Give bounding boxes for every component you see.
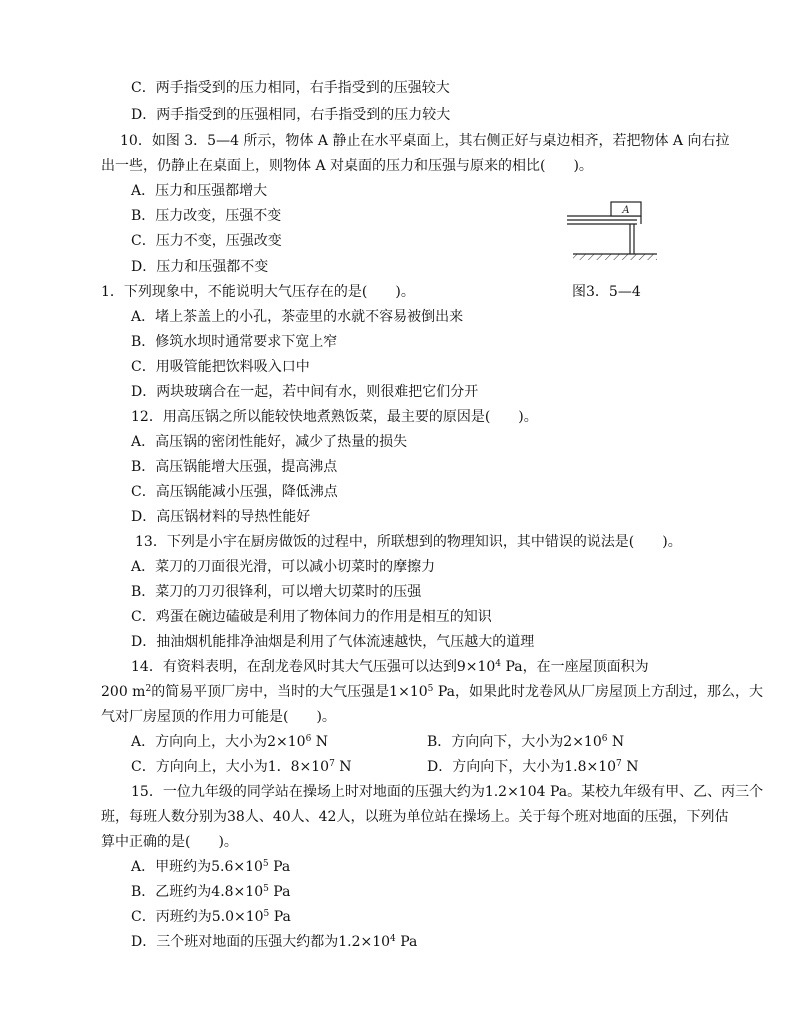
object-a-label: A	[622, 205, 630, 216]
q14-stem-line3: 气对厂房屋顶的作用力可能是( )。	[101, 709, 336, 725]
q15-stem-line1: 15．一位九年级的同学站在操场上时对地面的压强大约为1.2×104 Pa。某校九年级有甲、乙、丙三个	[131, 784, 764, 800]
q14-option-d: D．方向向下，大小为$1.8\times 10^7$ N	[427, 759, 639, 775]
q15-option-b: B．乙班约为$4.8\times 10^5$ Pa	[131, 884, 291, 900]
q14-stem-line1: 14．有资料表明，在刮龙卷风时其大气压强可以达到$9\times 10^4$ Pa，在一座屋顶面积为	[131, 659, 649, 675]
q14-option-b: B．方向向下，大小为$2\times 10^6$ N	[427, 734, 625, 750]
q11-stem: 1．下列现象中，不能说明大气压存在的是( )。	[101, 284, 415, 300]
q13-option-d: D．抽油烟机能排净油烟是利用了气体流速越快，气压越大的道理	[131, 634, 535, 650]
q14-option-a: A．方向向上，大小为$2\times 10^6$ N	[131, 734, 328, 750]
q11-option-c: C．用吸管能把饮料吸入口中	[131, 359, 310, 375]
q11-option-d: D．两块玻璃合在一起，若中间有水，则很难把它们分开	[131, 384, 479, 400]
q12-option-d: D．高压锅材料的导热性能好	[131, 509, 311, 525]
q10-option-b: B．压力改变，压强不变	[131, 208, 282, 224]
q13-option-b: B．菜刀的刀刃很锋利，可以增大切菜时的压强	[131, 584, 422, 600]
q15-option-a: A．甲班约为$5.6\times 10^5$ Pa	[131, 859, 291, 875]
q10-option-c: C．压力不变，压强改变	[131, 233, 282, 249]
q14-stem-line2: 200 $m^2$的简易平顶厂房中，当时的大气压强是$1\times 10^5$ Pa，如果此时龙卷风从厂房屋顶上方刮过，那么，大	[101, 684, 763, 700]
figure-caption: 图3．5—4	[572, 284, 641, 300]
q11-option-a: A．堵上茶盖上的小孔，茶壶里的水就不容易被倒出来	[131, 309, 464, 325]
q14-options-row2	[131, 758, 651, 776]
q12-option-a: A．高压锅的密闭性能好，减少了热量的损失	[131, 434, 408, 450]
q15-option-c: C．丙班约为$5.0\times 10^5$ Pa	[131, 909, 291, 925]
q15-option-d: D．三个班对地面的压强大约都为$1.2\times 10^4$ Pa	[131, 934, 418, 950]
q10-option-a: A．压力和压强都增大	[131, 183, 268, 199]
option-d-previous: D．两手指受到的压强相同，右手指受到的压力较大	[131, 107, 451, 123]
q10-stem-line1: 10．如图 3．5—4 所示，物体 A 静止在水平桌面上，其右侧正好与桌边相齐，若把物体 A 向右拉	[120, 133, 730, 149]
q14-option-c: C．方向向上，大小为1．$8\times 10^7$ N	[131, 759, 352, 775]
q10-option-d: D．压力和压强都不变	[131, 259, 269, 275]
option-c-previous: C．两手指受到的压力相同，右手指受到的压强较大	[131, 80, 450, 96]
q15-stem-line3: 算中正确的是( )。	[101, 834, 238, 850]
q12-option-b: B．高压锅能增大压强，提高沸点	[131, 459, 338, 475]
q11-option-b: B．修筑水坝时通常要求下宽上窄	[131, 334, 338, 350]
q13-option-a: A．菜刀的刀面很光滑，可以减小切菜时的摩擦力	[131, 559, 436, 575]
q14-options-row1	[131, 733, 651, 751]
q10-stem-line2: 出一些，仍静止在桌面上，则物体 A 对桌面的压力和压强与原来的相比( )。	[101, 158, 593, 174]
q15-stem-line2: 班，每班人数分别为38人、40人、42人，以班为单位站在操场上。关于每个班对地面的压强，下列估	[101, 809, 729, 825]
q13-stem: 13．下列是小宇在厨房做饭的过程中，所联想到的物理知识，其中错误的说法是( )。	[135, 534, 682, 550]
q12-stem: 12．用高压锅之所以能较快地煮熟饭菜，最主要的原因是( )。	[131, 409, 538, 425]
table-block-figure	[565, 198, 665, 268]
q12-option-c: C．高压锅能减小压强，降低沸点	[131, 484, 338, 500]
q13-option-c: C．鸡蛋在碗边磕破是利用了物体间力的作用是相互的知识	[131, 609, 492, 625]
